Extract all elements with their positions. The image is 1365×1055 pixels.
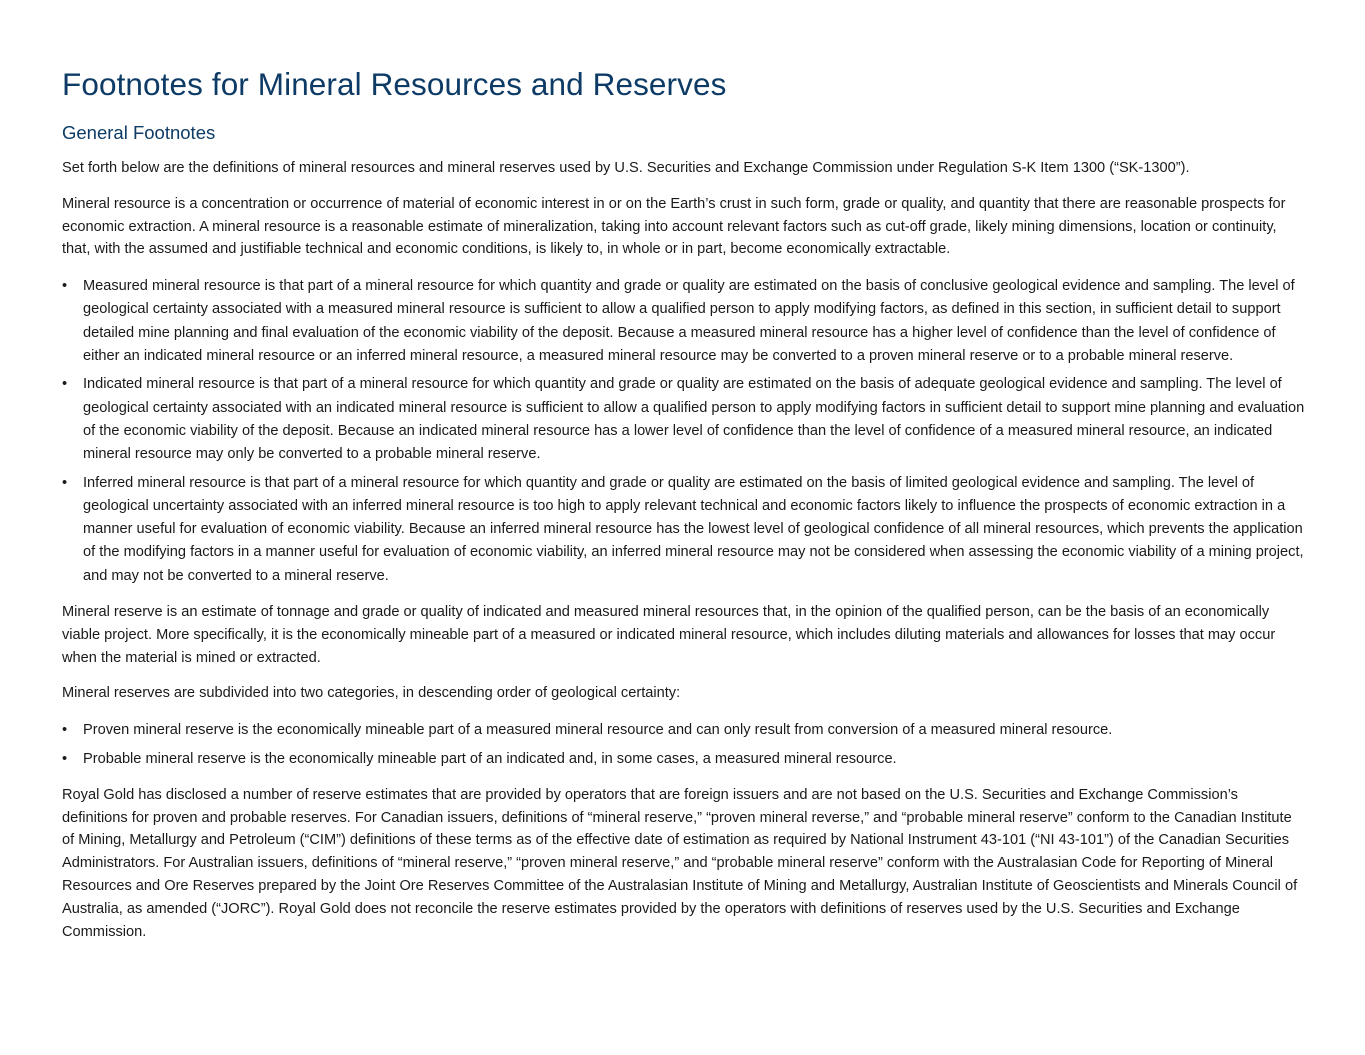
mineral-reserve-definition: Mineral reserve is an estimate of tonnage and grade or quality of indicated and measured mineral resources that, in the opinion of the qualified person, can be the basis of an economically viable project. More specifically, it is the economically mineable part of a measured or indicated mineral resource, which includes diluting materials and allowances for losses that may occur when the material is mined or extracted. [62, 604, 1276, 666]
list-item-text: Indicated mineral resource is that part of a mineral resource for which quantity and grade or quality are estimated on the basis of adequate geological evidence and sampling. The level of geological certainty associated with an indicated mineral resource is sufficient to allow a qualified person to apply modifying factors in sufficient detail to support mine planning and evaluation of the economic viability of the deposit. Because an indicated mineral resource has a lower level of confidence than the level of confidence of a measured mineral resource, an indicated mineral resource may only be converted to a probable mineral reserve. [83, 376, 1305, 463]
list-item-proven-reserve [62, 719, 1306, 742]
list-item-indicated-resource [62, 373, 1306, 466]
list-item-probable-reserve [62, 748, 1306, 771]
list-item-inferred-resource [62, 472, 1306, 588]
bullet-glyph: • [62, 376, 68, 393]
document-page [62, 62, 1306, 943]
bullet-glyph: • [62, 474, 68, 491]
list-item-measured-resource [62, 275, 1306, 368]
intro-paragraph: Set forth below are the definitions of mineral resources and mineral reserves used by U.S. Securities and Exchange Commission under Regulation S-K Item 1300 (“SK-1300”). [62, 160, 1190, 176]
section-heading-general-footnotes: General Footnotes [62, 122, 216, 143]
list-item-text: Proven mineral reserve is the economically mineable part of a measured mineral resource and can only result from conversion of a measured mineral resource. [83, 722, 1113, 739]
bullet-glyph: • [62, 722, 68, 739]
mineral-resource-definition: Mineral resource is a concentration or occurrence of material of economic interest in or on the Earth’s crust in such form, grade or quality, and quantity that there are reasonable prospects for economic extraction. A mineral resource is a reasonable estimate of mineralization, taking into account relevant factors such as cut-off grade, likely mining dimensions, location or continuity, that, with the assumed and justifiable technical and economic conditions, is likely to, in whole or in part, become economically extractable. [62, 195, 1286, 258]
list-item-text: Measured mineral resource is that part of a mineral resource for which quantity and grade or quality are estimated on the basis of conclusive geological evidence and sampling. The level of geological certainty associated with a measured mineral resource is sufficient to allow a qualified person to apply modifying factors, as defined in this section, in sufficient detail to support detailed mine planning and final evaluation of the economic viability of the deposit. Because a measured mineral resource has a higher level of confidence than the level of confidence of either an indicated mineral resource or an inferred mineral resource, a measured mineral resource may be converted to a proven mineral reserve or to a probable mineral reserve. [83, 278, 1295, 365]
bullet-glyph: • [62, 278, 68, 295]
list-item-text: Inferred mineral resource is that part of a mineral resource for which quantity and grade or quality are estimated on the basis of limited geological evidence and sampling. The level of geological uncertainty associated with an inferred mineral resource is too high to apply relevant technical and economic factors likely to influence the prospects of economic extraction in a manner useful for evaluation of economic viability. Because an inferred mineral resource has the lowest level of geological confidence of all mineral resources, which prevents the application of the modifying factors in a manner useful for evaluation of economic viability, an inferred mineral resource may not be considered when assessing the economic viability of a mining project, and may not be converted to a mineral reserve. [83, 474, 1304, 584]
resource-bullet-list [62, 275, 1306, 588]
list-item-text: Probable mineral reserve is the economically mineable part of an indicated and, in some cases, a measured mineral resource. [83, 750, 897, 767]
royal-gold-disclosure: Royal Gold has disclosed a number of reserve estimates that are provided by operators that are foreign issuers and are not based on the U.S. Securities and Exchange Commission’s definitions for proven and probable reserves. For Canadian issuers, definitions of “mineral reserve,” “proven mineral reverse,” and “probable mineral reserve” conform to the Canadian Institute of Mining, Metallurgy and Petroleum (“CIM”) definitions of these terms as of the effective date of estimation as required by National Instrument 43-101 (“NI 43-101”) of the Canadian Securities Administrators. For Australian issuers, definitions of “mineral reserve,” “proven mineral reserve,” and “probable mineral reserve” conform with the Australasian Code for Reporting of Mineral Resources and Ore Reserves prepared by the Joint Ore Reserves Committee of the Australasian Institute of Mining and Metallurgy, Australian Institute of Geoscientists and Minerals Council of Australia, as amended (“JORC”). Royal Gold does not reconcile the reserve estimates provided by the operators with definitions of reserves used by the U.S. Securities and Exchange Commission. [62, 786, 1298, 940]
page-title: Footnotes for Mineral Resources and Reserves [62, 66, 727, 102]
reserve-categories-intro: Mineral reserves are subdivided into two categories, in descending order of geological certainty: [62, 685, 681, 702]
reserve-bullet-list [62, 719, 1306, 771]
bullet-glyph: • [62, 750, 68, 767]
